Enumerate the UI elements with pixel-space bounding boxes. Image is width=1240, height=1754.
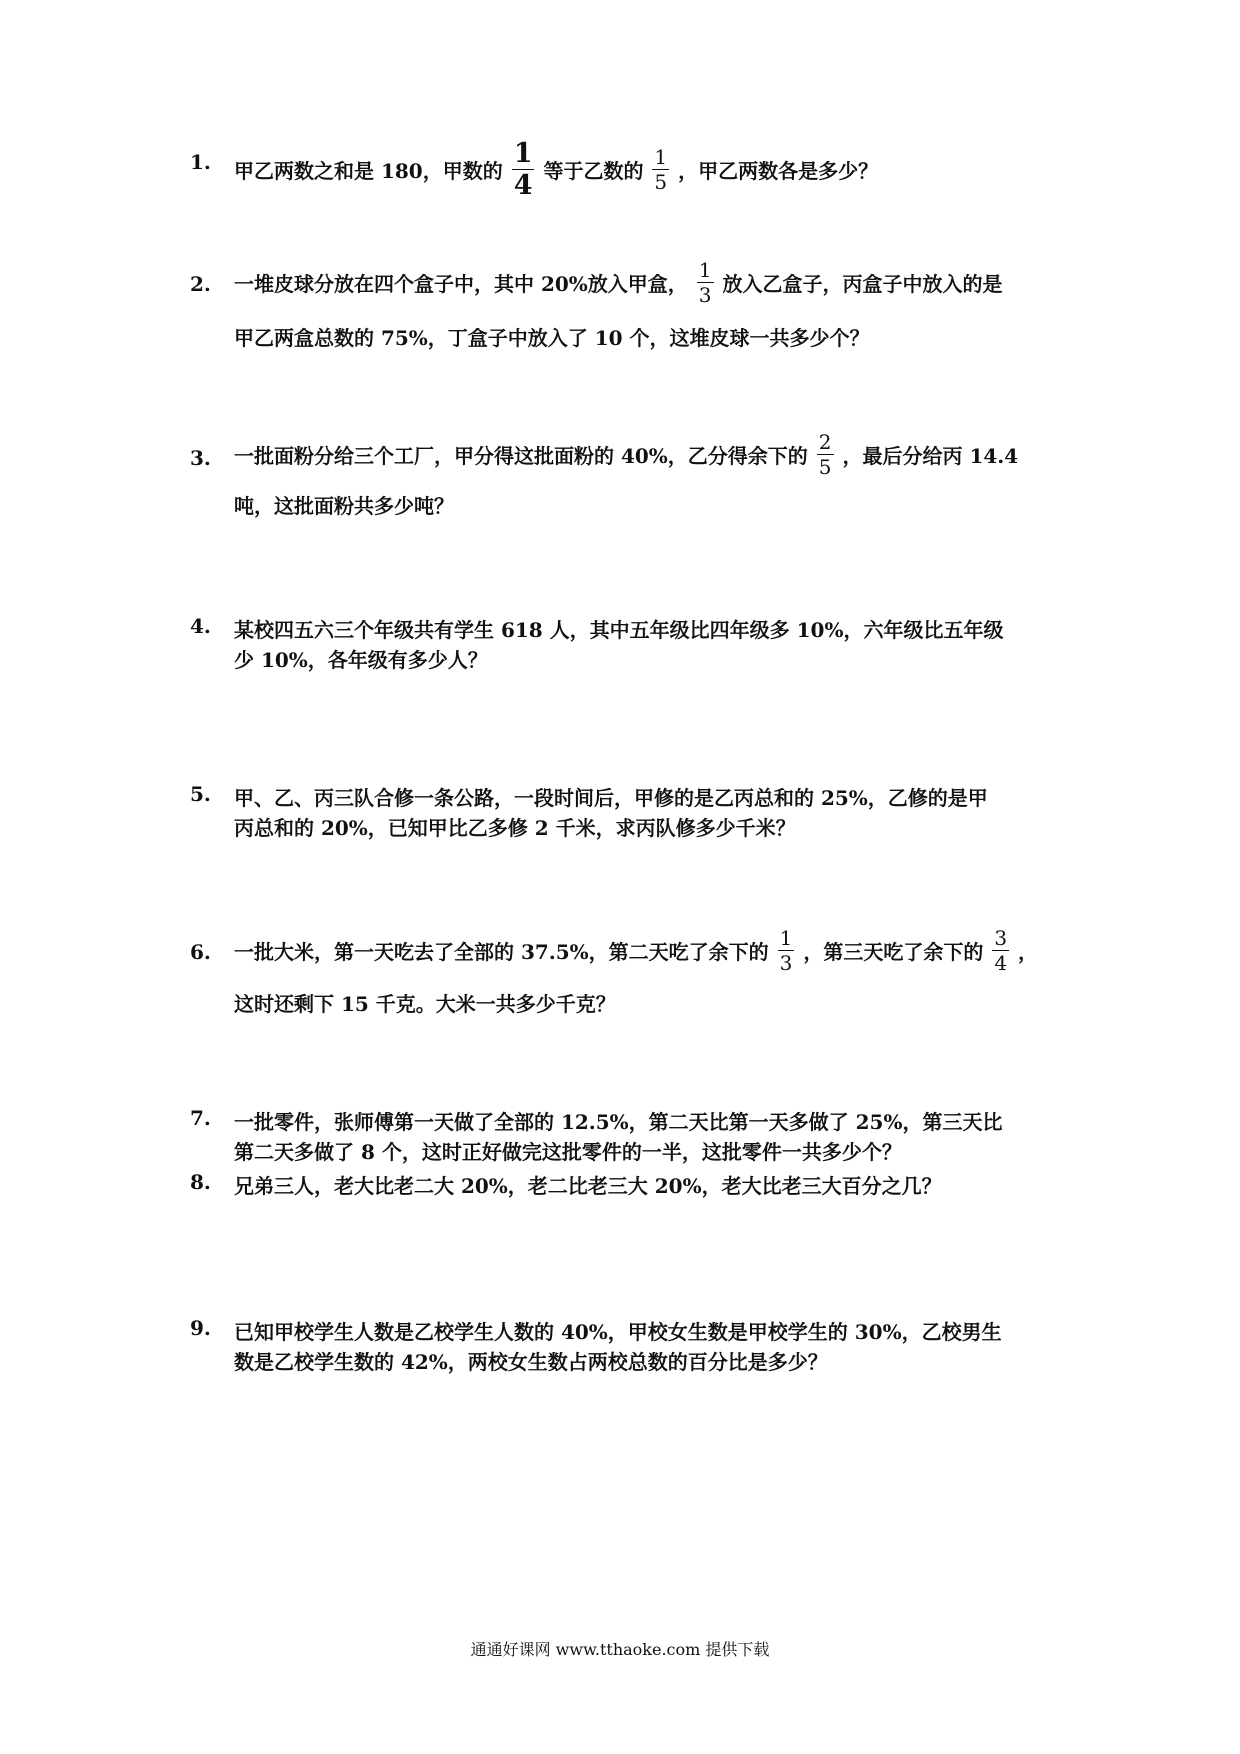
fraction-numerator: 2 <box>818 430 832 454</box>
problem-line <box>190 258 1070 307</box>
problem-text: 甲乙两数之和是 180，甲数的 <box>234 159 503 183</box>
problem-number: 1. <box>190 150 211 174</box>
fraction-denominator: 4 <box>513 170 533 201</box>
fraction-numerator: 3 <box>994 926 1008 950</box>
problem-3 <box>190 430 1070 524</box>
problem-text: 一堆皮球分放在四个盒子中，其中 20%放入甲盒， <box>234 272 688 296</box>
problem-number: 3. <box>190 446 211 470</box>
fraction <box>652 147 669 192</box>
problem-text: 某校四五六三个年级共有学生 618 人，其中五年级比四年级多 10%，六年级比五年级 <box>234 618 1004 642</box>
problem-text: 等于乙数的 <box>543 159 644 183</box>
problem-line <box>190 926 1070 975</box>
problem-text: ，最后分给丙 14.4 <box>842 444 1019 468</box>
fraction <box>992 928 1009 973</box>
problem-6 <box>190 926 1070 1022</box>
problem-text: 第二天多做了 8 个，这时正好做完这批零件的一半，这批零件一共多少个？ <box>234 1140 902 1164</box>
fraction <box>778 928 795 973</box>
fraction-denominator: 5 <box>818 455 832 479</box>
problem-number: 4. <box>190 614 211 638</box>
problem-line <box>190 634 1070 678</box>
problem-2 <box>190 258 1070 356</box>
fraction <box>512 140 535 199</box>
problem-text: 丙总和的 20%，已知甲比乙多修 2 千米，求丙队修多少千米？ <box>234 816 796 840</box>
problem-line <box>190 480 1070 524</box>
problem-line <box>190 1336 1070 1380</box>
problem-text: ， <box>1018 940 1039 964</box>
problem-line <box>190 312 1070 356</box>
problem-9 <box>190 1306 1070 1380</box>
problem-line <box>190 802 1070 846</box>
fraction-numerator: 1 <box>779 926 793 950</box>
problem-text: 甲、乙、丙三队合修一条公路，一段时间后，甲修的是乙丙总和的 25%，乙修的是甲 <box>234 786 988 810</box>
problem-number: 5. <box>190 782 211 806</box>
problem-line <box>190 978 1070 1022</box>
fraction-numerator: 1 <box>654 145 668 169</box>
problem-text: ，第三天吃了余下的 <box>803 940 984 964</box>
problem-7 <box>190 1096 1070 1170</box>
problem-number: 9. <box>190 1316 211 1340</box>
fraction-numerator: 1 <box>698 258 712 282</box>
problem-4 <box>190 604 1070 678</box>
problem-text: 少 10%，各年级有多少人？ <box>234 648 488 672</box>
problem-text: 数是乙校学生数的 42%，两校女生数占两校总数的百分比是多少？ <box>234 1350 828 1374</box>
problem-text: 甲乙两盒总数的 75%，丁盒子中放入了 10 个，这堆皮球一共多少个？ <box>234 326 870 350</box>
fraction-denominator: 3 <box>779 951 793 975</box>
problem-1 <box>190 138 1070 201</box>
problem-text: 这时还剩下 15 千克。大米一共多少千克？ <box>234 992 616 1016</box>
fraction-numerator: 1 <box>513 138 533 169</box>
fraction-denominator: 3 <box>698 283 712 307</box>
fraction-denominator: 5 <box>654 170 668 194</box>
problem-number: 7. <box>190 1106 211 1130</box>
problem-text: 放入乙盒子，丙盒子中放入的是 <box>722 272 1003 296</box>
problem-number: 2. <box>190 272 211 296</box>
problem-text: 一批面粉分给三个工厂，甲分得这批面粉的 40%，乙分得余下的 <box>234 444 808 468</box>
problem-text: 吨，这批面粉共多少吨？ <box>234 494 454 518</box>
problem-text: 兄弟三人，老大比老二大 20%，老二比老三大 20%，老大比老三大百分之几？ <box>234 1174 942 1198</box>
problem-5 <box>190 772 1070 846</box>
fraction <box>697 260 714 305</box>
footer-credit: 通通好课网 www.tthaoke.com 提供下载 <box>470 1640 770 1659</box>
problem-text: 一批零件，张师傅第一天做了全部的 12.5%，第二天比第一天多做了 25%，第三天比 <box>234 1110 1003 1134</box>
fraction-denominator: 4 <box>994 951 1008 975</box>
problem-text: 一批大米，第一天吃去了全部的 37.5%，第二天吃了余下的 <box>234 940 769 964</box>
problem-line <box>190 1160 1070 1204</box>
problem-number: 6. <box>190 940 211 964</box>
problem-text: ，甲乙两数各是多少？ <box>678 159 879 183</box>
problem-8 <box>190 1160 1070 1204</box>
problem-text: 已知甲校学生人数是乙校学生人数的 40%，甲校女生数是甲校学生的 30%，乙校男生 <box>234 1320 1002 1344</box>
problem-line <box>190 138 1070 201</box>
fraction <box>817 432 834 477</box>
problem-line <box>190 430 1070 480</box>
problem-number: 8. <box>190 1170 211 1194</box>
